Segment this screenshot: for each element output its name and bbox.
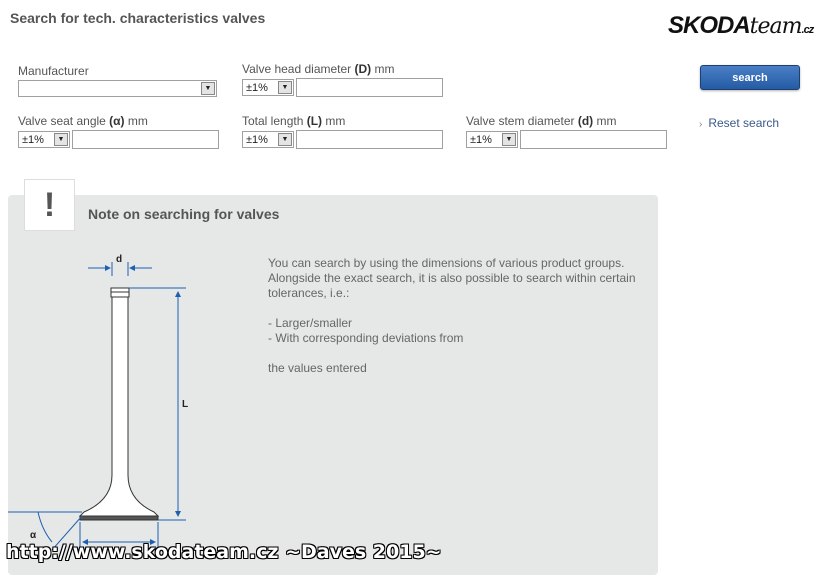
valve-head-diameter-field (242, 62, 443, 97)
manufacturer-select[interactable] (18, 80, 217, 97)
valve-stem-diameter-tolerance-select[interactable] (466, 131, 518, 148)
exclamation-icon: ! (24, 179, 75, 231)
logo-brand: SKODA (668, 12, 750, 39)
note-title: Note on searching for valves (88, 206, 280, 222)
total-length-field (242, 114, 443, 149)
logo-suffix: team (749, 14, 802, 39)
note-bullet: - Larger/smaller (268, 316, 353, 330)
note-paragraph: the values entered (268, 361, 367, 375)
chevron-down-icon[interactable]: ▼ (278, 133, 292, 146)
search-button[interactable]: search (700, 65, 800, 90)
manufacturer-label: Manufacturer (18, 64, 89, 78)
valve-seat-angle-tolerance-select[interactable] (18, 131, 70, 148)
valve-seat-angle-label: Valve seat angle (α) mm (18, 114, 148, 128)
watermark: http://www.skodateam.cz ~Daves 2015~ (6, 541, 442, 563)
dimension-alpha-label: α (30, 530, 37, 541)
tolerance-value: ±1% (246, 81, 268, 94)
valve-stem-diameter-input[interactable] (520, 130, 667, 149)
dimension-d-label: d (116, 254, 123, 265)
note-text (268, 256, 638, 376)
valve-stem-diameter-field (466, 114, 667, 149)
skodateam-logo[interactable] (668, 12, 813, 40)
valve-seat-angle-input[interactable] (72, 130, 219, 149)
total-length-input[interactable] (296, 130, 443, 149)
valve-head-diameter-input[interactable] (296, 78, 443, 97)
chevron-down-icon[interactable]: ▼ (201, 82, 215, 95)
reset-search-link[interactable] (699, 116, 779, 130)
chevron-down-icon[interactable]: ▼ (502, 133, 516, 146)
tolerance-value: ±1% (22, 133, 44, 146)
chevron-down-icon[interactable]: ▼ (54, 133, 68, 146)
note-bullet: - With corresponding deviations from (268, 331, 464, 345)
valve-seat-angle-field (18, 114, 219, 149)
tolerance-value: ±1% (246, 133, 268, 146)
tolerance-value: ±1% (470, 133, 492, 146)
valve-stem-diameter-label: Valve stem diameter (d) mm (466, 114, 617, 128)
dimension-L-label: L (182, 399, 189, 410)
valve-head-diameter-tolerance-select[interactable] (242, 79, 294, 96)
chevron-down-icon[interactable]: ▼ (278, 81, 292, 94)
manufacturer-field (18, 64, 217, 97)
reset-search-label: Reset search (708, 116, 780, 130)
logo-tld: .cz (801, 24, 814, 36)
valve-head-diameter-label: Valve head diameter (D) mm (242, 62, 395, 76)
note-paragraph: You can search by using the dimensions of various product groups. Alongside the exact search, it is also possible to search within certain tolerances, i.e.: (268, 256, 636, 300)
page-title: Search for tech. characteristics valves (10, 10, 266, 26)
chevron-right-icon: › (699, 119, 703, 130)
total-length-label: Total length (L) mm (242, 114, 346, 128)
total-length-tolerance-select[interactable] (242, 131, 294, 148)
valve-diagram (8, 250, 208, 550)
